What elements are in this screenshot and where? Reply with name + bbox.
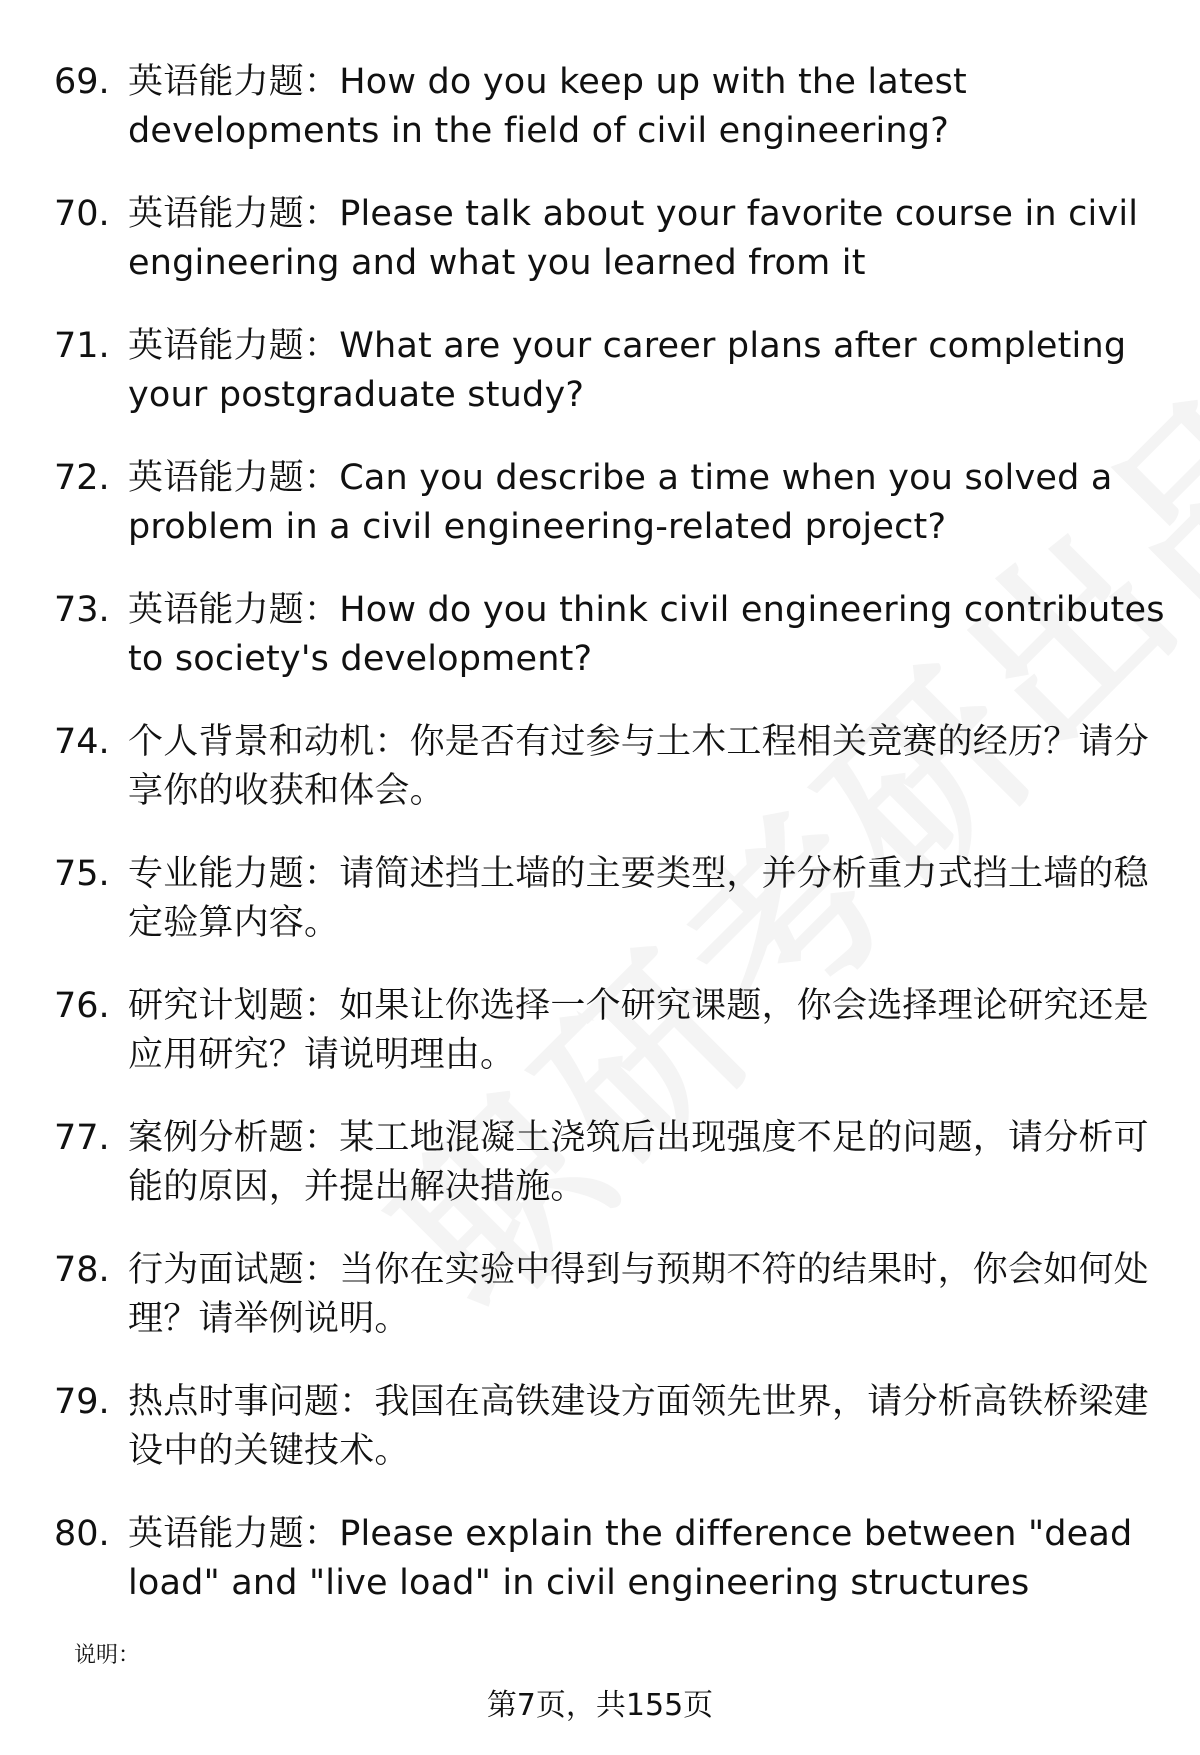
question-text: 案例分析题：某工地混凝土浇筑后出现强度不足的问题，请分析可能的原因，并提出解决措施。 bbox=[128, 1118, 1149, 1207]
question-number: 69. bbox=[54, 62, 110, 102]
page-number: 第7页，共155页 bbox=[486, 1688, 714, 1723]
question-number: 71. bbox=[54, 326, 110, 366]
question-item-76 bbox=[0, 982, 1200, 1114]
question-item-72 bbox=[0, 454, 1200, 586]
question-text: 研究计划题：如果让你选择一个研究课题，你会选择理论研究还是应用研究？请说明理由。 bbox=[128, 986, 1149, 1075]
question-item-73 bbox=[0, 586, 1200, 718]
footnote-label: 说明： bbox=[74, 1643, 141, 1668]
question-number: 77. bbox=[54, 1118, 110, 1158]
question-list bbox=[0, 58, 1200, 1642]
question-item-79 bbox=[0, 1378, 1200, 1510]
question-number: 73. bbox=[54, 590, 110, 630]
question-text: 专业能力题：请简述挡土墙的主要类型，并分析重力式挡土墙的稳定验算内容。 bbox=[128, 854, 1149, 943]
question-number: 74. bbox=[54, 722, 110, 762]
question-item-74 bbox=[0, 718, 1200, 850]
question-text: 英语能力题：How do you keep up with the latest developments in the field of civil engineering? bbox=[128, 62, 967, 151]
question-text: 热点时事问题：我国在高铁建设方面领先世界，请分析高铁桥梁建设中的关键技术。 bbox=[128, 1382, 1149, 1471]
question-number: 79. bbox=[54, 1382, 110, 1422]
question-item-70 bbox=[0, 190, 1200, 322]
question-number: 70. bbox=[54, 194, 110, 234]
question-item-78 bbox=[0, 1246, 1200, 1378]
question-text: 英语能力题：How do you think civil engineering contributes to society's development? bbox=[128, 590, 1165, 679]
question-number: 78. bbox=[54, 1250, 110, 1290]
question-text: 个人背景和动机：你是否有过参与土木工程相关竞赛的经历？请分享你的收获和体会。 bbox=[128, 722, 1149, 811]
question-text: 英语能力题：Please explain the difference between "dead load" and "live load" in civil engineering structures bbox=[128, 1514, 1133, 1603]
question-item-71 bbox=[0, 322, 1200, 454]
question-number: 72. bbox=[54, 458, 110, 498]
question-text: 行为面试题：当你在实验中得到与预期不符的结果时，你会如何处理？请举例说明。 bbox=[128, 1250, 1149, 1339]
question-text: 英语能力题：Please talk about your favorite course in civil engineering and what you learned from it bbox=[128, 194, 1139, 283]
question-text: 英语能力题：What are your career plans after completing your postgraduate study? bbox=[128, 326, 1127, 415]
question-item-77 bbox=[0, 1114, 1200, 1246]
question-number: 75. bbox=[54, 854, 110, 894]
question-text: 英语能力题：Can you describe a time when you solved a problem in a civil engineering-related project? bbox=[128, 458, 1113, 547]
question-number: 80. bbox=[54, 1514, 110, 1554]
question-item-75 bbox=[0, 850, 1200, 982]
question-item-69 bbox=[0, 58, 1200, 190]
question-number: 76. bbox=[54, 986, 110, 1026]
question-item-80 bbox=[0, 1510, 1200, 1642]
